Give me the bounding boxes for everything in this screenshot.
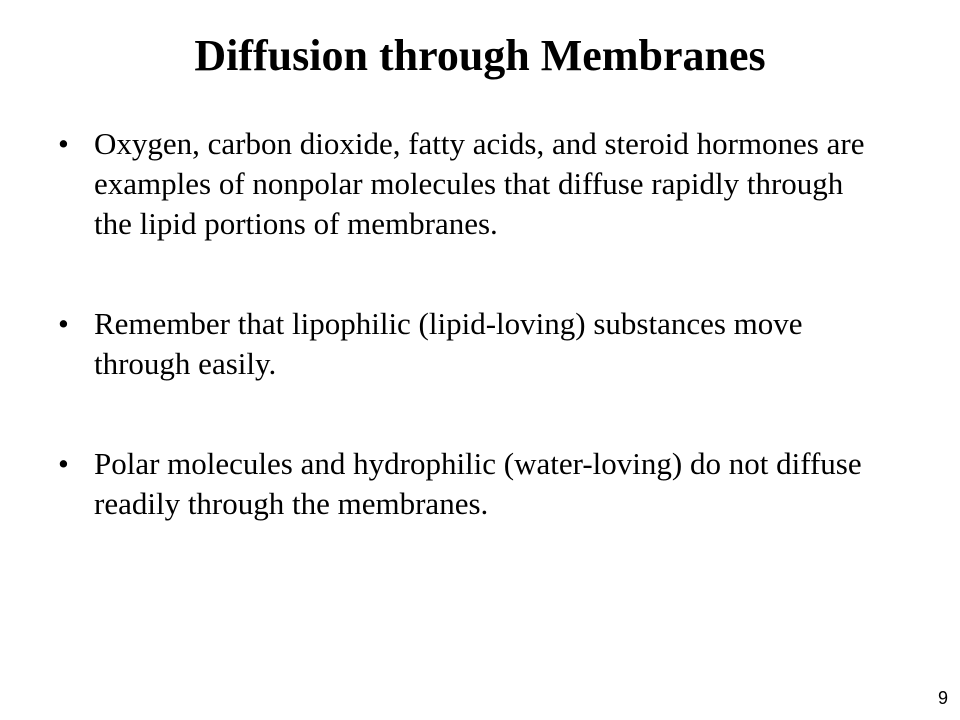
page-number: 9 bbox=[937, 688, 948, 708]
bullet-list bbox=[58, 124, 878, 524]
bullet-item bbox=[58, 304, 878, 384]
bullet-item bbox=[58, 444, 878, 524]
bullet-icon: • bbox=[58, 306, 69, 341]
slide-title: Diffusion through Membranes bbox=[194, 31, 766, 80]
bullet-item bbox=[58, 124, 878, 244]
bullet-icon: • bbox=[58, 126, 69, 161]
bullet-icon: • bbox=[58, 446, 69, 481]
bullet-text: Polar molecules and hydrophilic (water-loving) do not diffuse readily through the membranes. bbox=[94, 446, 862, 521]
bullet-text: Oxygen, carbon dioxide, fatty acids, and steroid hormones are examples of nonpolar molecules that diffuse rapidly through the lipid portions of membranes. bbox=[94, 126, 865, 241]
bullet-text: Remember that lipophilic (lipid-loving) substances move through easily. bbox=[94, 306, 803, 381]
